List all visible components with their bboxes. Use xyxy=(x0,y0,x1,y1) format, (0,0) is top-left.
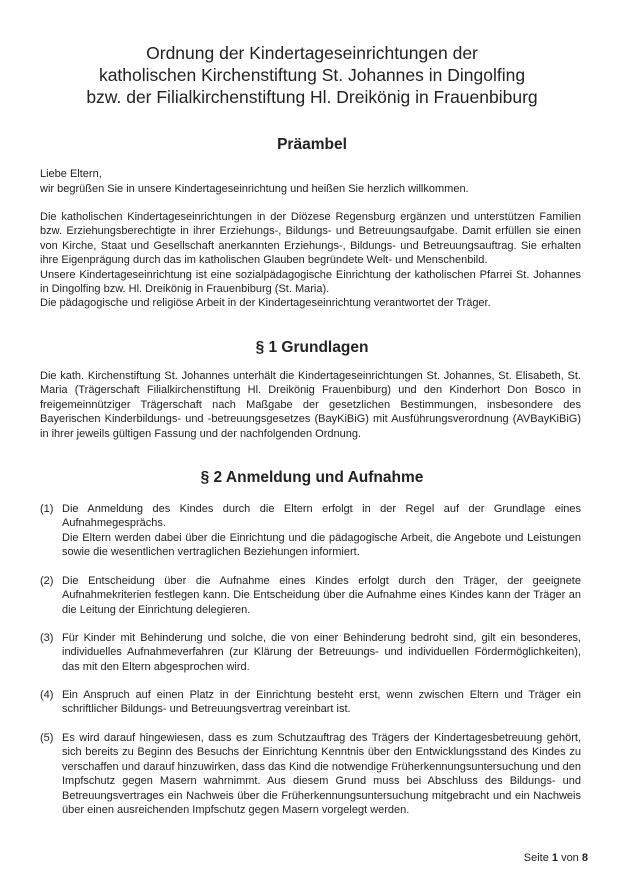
section-2-heading: § 2 Anmeldung und Aufnahme xyxy=(200,469,424,486)
section-1-heading: § 1 Grundlagen xyxy=(255,339,369,356)
list-item-text: Die Entscheidung über die Aufnahme eines Kindes erfolgt durch den Träger, der geeignete Aufnahmekriterien festlegen kann. Die Entscheidung über die Aufnahme eines Kindes kann der Träger an die Leitung der Einrichtung delegieren. xyxy=(62,575,581,616)
list-item xyxy=(40,502,581,560)
page-of-label: von xyxy=(561,852,579,864)
list-item-text: Ein Anspruch auf einen Platz in der Einrichtung besteht erst, wenn zwischen Eltern und Träger ein schriftlicher Bildungs- und Betreuungsvertrag vereinbart ist. xyxy=(62,689,581,716)
list-item-number: (5) xyxy=(40,732,54,744)
list-item xyxy=(40,631,581,674)
list-item xyxy=(40,688,581,717)
list-item-text: Es wird darauf hingewiesen, dass es zum Schutzauftrag des Trägers der Kindertagesbetreuung gehört, sich bereits zu Beginn des Besuchs der Einrichtung Kenntnis über den Entwicklungsstand des Kindes zu verschaffen und darauf hinzuwirken, dass das Kind die notwendige Früherkennungsuntersuchung und den Impfschutz gegen Masern wahrnimmt. Aus diesem Grund muss bei Abschluss des Bildungs- und Betreuungsvertrages ein Nachweis über die Früherkennungsuntersuchung mitgebracht und ein Nachweis über einen ausreichenden Impfschutz gegen Masern vorgelegt werden. xyxy=(62,732,581,817)
preamble-greeting-2: wir begrüßen Sie in unsere Kindertageseinrichtung und heißen Sie herzlich willkommen. xyxy=(40,183,469,195)
title-line-2: katholischen Kirchenstiftung St. Johannes in Dingolfing xyxy=(98,65,526,85)
preamble-paragraph-2: Unsere Kindertageseinrichtung ist eine sozialpädagogische Einrichtung der katholischen Pfarrei St. Johannes in Dingolfing bzw. Hl. Dreikönig in Frauenbiburg (St. Maria). xyxy=(40,269,581,296)
preamble-paragraph-3: Die pädagogische und religiöse Arbeit in der Kindertageseinrichtung verantwortet der Träger. xyxy=(40,297,491,309)
list-item xyxy=(40,574,581,617)
list-item xyxy=(40,731,581,817)
title-line-1: Ordnung der Kindertageseinrichtungen der xyxy=(146,43,478,63)
list-item-text: Die Anmeldung des Kindes durch die Eltern erfolgt in der Regel auf der Grundlage eines Aufnahmegesprächs. xyxy=(62,503,581,530)
preamble-greeting-1: Liebe Eltern, xyxy=(40,168,102,180)
document-title xyxy=(40,42,584,108)
section-1-text: Die kath. Kirchenstiftung St. Johannes unterhält die Kindertageseinrichtungen St. Johannes, St. Elisabeth, St. Maria (Trägerschaft Filialkirchenstiftung Hl. Dreikönig Frauenbiburg) und den Kinderhort Don Bosco in freigemeinnütziger Trägerschaft nach Maßgabe der gesetzlichen Bestimmungen, insbesondere des Bayerischen Kinderbildungs- und -betreuungsgesetzes (BayKiBiG) mit Ausführungsverordnung (AVBayKiBiG) in ihrer jeweils gültigen Fassung und der nachfolgenden Ordnung. xyxy=(40,370,581,440)
list-item-number: (3) xyxy=(40,632,54,644)
page-number xyxy=(524,852,588,864)
title-line-3: bzw. der Filialkirchenstiftung Hl. Dreikönig in Frauenbiburg xyxy=(86,87,538,107)
list-item-number: (2) xyxy=(40,575,54,587)
total-pages: 8 xyxy=(581,852,588,864)
list-item-number: (4) xyxy=(40,689,54,701)
list-item-text-continued: Die Eltern werden dabei über die Einrichtung und die pädagogische Arbeit, die Angebote und Leistungen sowie die wesentlichen vertraglichen Beziehungen informiert. xyxy=(62,531,581,559)
preamble-paragraph-1: Die katholischen Kindertageseinrichtungen in der Diözese Regensburg ergänzen und unterstützen Familien bzw. Erziehungsberechtigte in ihrer Erziehungs-, Bildungs- und Betreuungsaufgabe. Damit erfüllen sie einen von Kirche, Staat und Gesellschaft anerkannten Erziehungs-, Bildungs- und Betreuungsauftrag. Sie erhalten ihre Eigenprägung durch das im katholischen Glauben begründete Welt- und Menschenbild. xyxy=(40,211,581,267)
preamble-heading: Präambel xyxy=(277,136,347,153)
current-page: 1 xyxy=(551,852,558,864)
page-label: Seite xyxy=(523,852,549,864)
list-item-number: (1) xyxy=(40,503,54,515)
list-item-text: Für Kinder mit Behinderung und solche, die von einer Behinderung bedroht sind, gilt ein besonderes, individuelles Aufnahmeverfahren (zur Klärung der Betreuungs- und individuellen Fördermöglichkeiten), das mit den Eltern abgesprochen wird. xyxy=(62,632,581,673)
